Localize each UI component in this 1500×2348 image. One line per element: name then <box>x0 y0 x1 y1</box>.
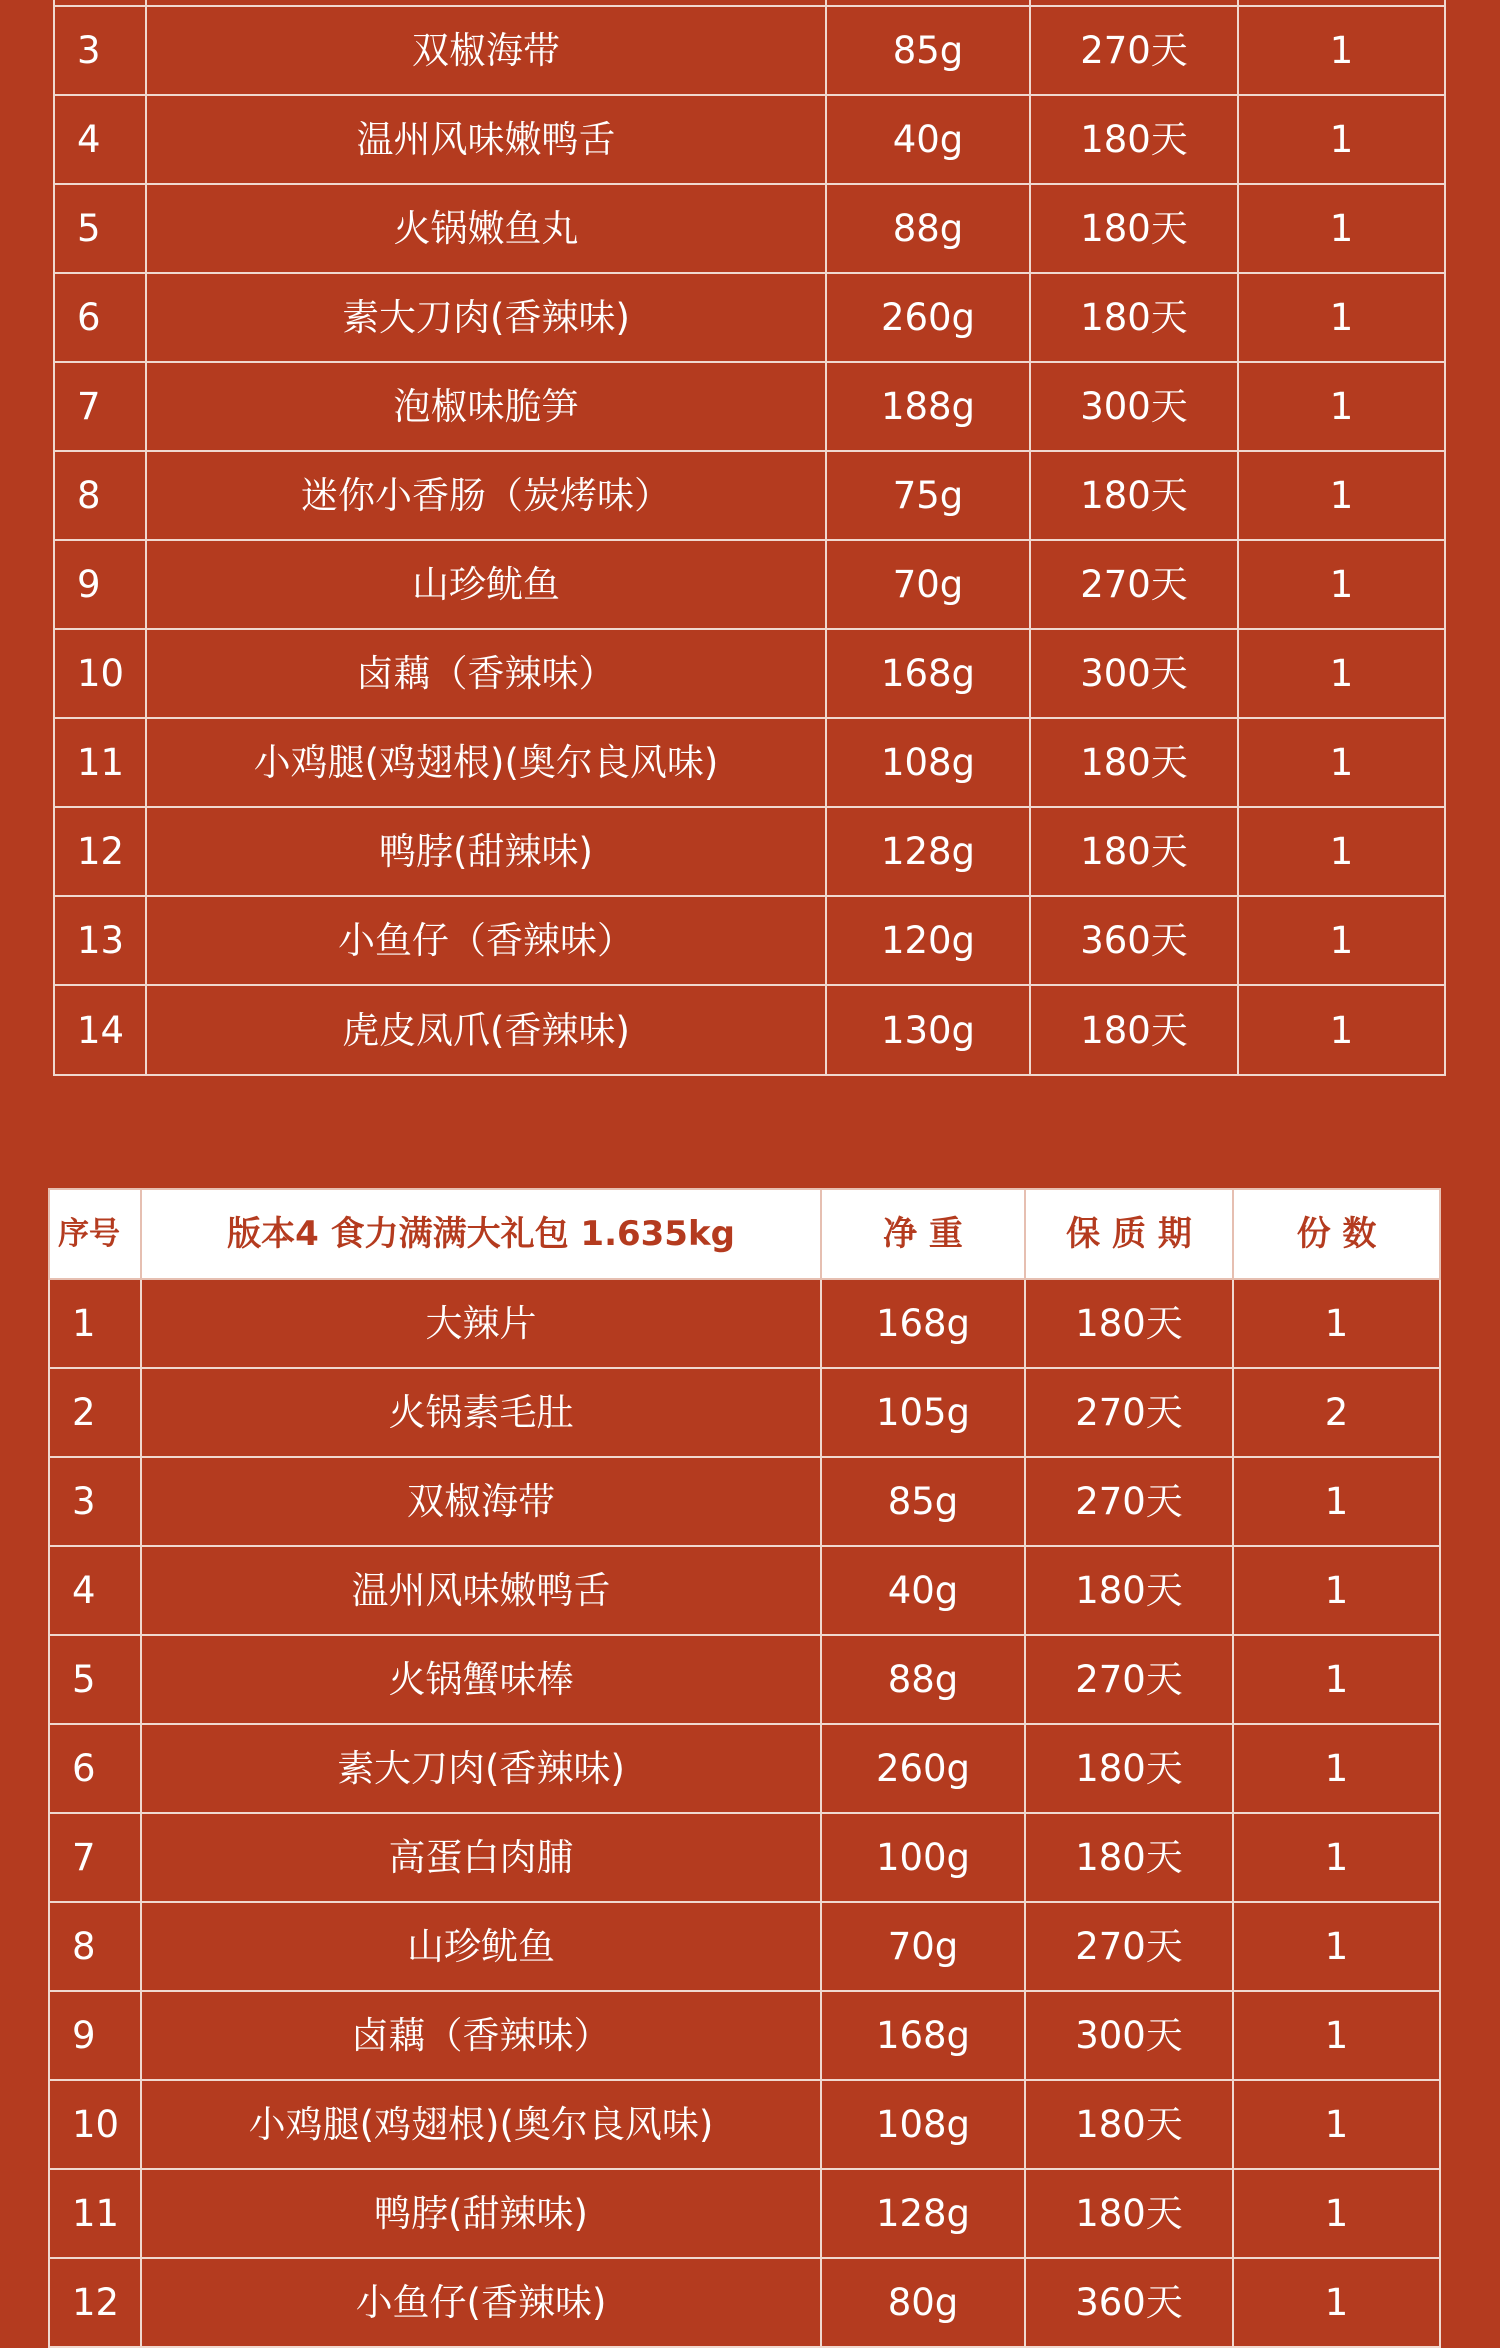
shelf-life: 180天 <box>1030 95 1238 184</box>
net-weight: 120g <box>826 896 1030 985</box>
row-index: 6 <box>54 273 146 362</box>
net-weight: 128g <box>826 807 1030 896</box>
row-index: 11 <box>54 718 146 807</box>
table-row <box>49 1457 1440 1546</box>
row-index: 4 <box>54 95 146 184</box>
net-weight: 88g <box>821 1635 1025 1724</box>
product-name: 迷你小香肠（炭烤味） <box>146 451 826 540</box>
quantity: 1 <box>1238 184 1445 273</box>
quantity: 1 <box>1233 2258 1440 2347</box>
shelf-life: 180天 <box>1030 184 1238 273</box>
quantity: 1 <box>1233 1813 1440 1902</box>
row-index: 5 <box>49 1635 141 1724</box>
product-name: 火锅素毛肚 <box>141 1368 821 1457</box>
row-index: 2 <box>49 1368 141 1457</box>
row-index: 8 <box>49 1902 141 1991</box>
table-row <box>54 451 1445 540</box>
bottom-table-body <box>49 1279 1440 2347</box>
product-name: 鸭脖(甜辣味) <box>141 2169 821 2258</box>
shelf-life: 180天 <box>1025 2080 1233 2169</box>
net-weight: 130g <box>826 985 1030 1075</box>
product-name: 卤藕（香辣味） <box>141 1991 821 2080</box>
net-weight: 128g <box>821 2169 1025 2258</box>
shelf-life: 180天 <box>1030 273 1238 362</box>
quantity: 1 <box>1233 2080 1440 2169</box>
row-index: 11 <box>49 2169 141 2258</box>
shelf-life: 180天 <box>1025 2169 1233 2258</box>
quantity: 1 <box>1238 985 1445 1075</box>
row-index: 14 <box>54 985 146 1075</box>
net-weight: 70g <box>826 540 1030 629</box>
shelf-life: 270天 <box>1025 1368 1233 1457</box>
top-table-body <box>54 0 1445 1075</box>
product-name: 小鸡腿(鸡翅根)(奥尔良风味) <box>141 2080 821 2169</box>
bottom-product-table <box>48 1188 1441 2348</box>
quantity: 1 <box>1238 718 1445 807</box>
shelf-life: 270天 <box>1030 540 1238 629</box>
row-index: 6 <box>49 1724 141 1813</box>
row-index: 12 <box>49 2258 141 2347</box>
shelf-life: 180天 <box>1030 985 1238 1075</box>
table-row <box>49 1368 1440 1457</box>
shelf-life: 270天 <box>1025 1457 1233 1546</box>
table-row <box>54 985 1445 1075</box>
product-name: 火锅蟹味棒 <box>141 1635 821 1724</box>
table-row <box>49 1279 1440 1368</box>
row-index: 7 <box>54 362 146 451</box>
table-row <box>54 540 1445 629</box>
table-row <box>49 2258 1440 2347</box>
row-index: 13 <box>54 896 146 985</box>
row-index: 4 <box>49 1546 141 1635</box>
quantity: 2 <box>1233 1368 1440 1457</box>
product-name: 小鱼仔(香辣味) <box>141 2258 821 2347</box>
shelf-life: 360天 <box>1025 2258 1233 2347</box>
table-row <box>54 95 1445 184</box>
net-weight: 80g <box>821 2258 1025 2347</box>
product-name: 小鸡腿(鸡翅根)(奥尔良风味) <box>146 718 826 807</box>
row-index: 12 <box>54 807 146 896</box>
table-row <box>49 1991 1440 2080</box>
row-index: 7 <box>49 1813 141 1902</box>
row-index: 1 <box>49 1279 141 1368</box>
row-index: 8 <box>54 451 146 540</box>
table-row <box>49 2080 1440 2169</box>
net-weight: 88g <box>826 184 1030 273</box>
net-weight: 100g <box>821 1813 1025 1902</box>
table-row <box>54 184 1445 273</box>
shelf-life: 180天 <box>1030 807 1238 896</box>
row-index: 3 <box>54 6 146 95</box>
table-row <box>49 1902 1440 1991</box>
header-index: 序号 <box>49 1189 141 1279</box>
row-index: 9 <box>49 1991 141 2080</box>
header-quantity: 份 数 <box>1233 1189 1440 1279</box>
net-weight: 168g <box>826 629 1030 718</box>
shelf-life: 180天 <box>1025 1546 1233 1635</box>
table-row <box>54 273 1445 362</box>
net-weight: 108g <box>821 2080 1025 2169</box>
product-name: 大辣片 <box>141 1279 821 1368</box>
net-weight: 40g <box>821 1546 1025 1635</box>
product-name: 卤藕（香辣味） <box>146 629 826 718</box>
table-row <box>49 1724 1440 1813</box>
quantity: 1 <box>1233 1457 1440 1546</box>
net-weight: 260g <box>821 1724 1025 1813</box>
shelf-life: 300天 <box>1030 362 1238 451</box>
table-row <box>49 1546 1440 1635</box>
row-index: 9 <box>54 540 146 629</box>
shelf-life: 180天 <box>1025 1279 1233 1368</box>
net-weight: 188g <box>826 362 1030 451</box>
table-row <box>54 807 1445 896</box>
quantity: 1 <box>1238 362 1445 451</box>
quantity: 1 <box>1238 273 1445 362</box>
header-weight: 净 重 <box>821 1189 1025 1279</box>
product-name: 温州风味嫩鸭舌 <box>146 95 826 184</box>
shelf-life: 180天 <box>1030 718 1238 807</box>
net-weight: 85g <box>821 1457 1025 1546</box>
net-weight: 260g <box>826 273 1030 362</box>
shelf-life: 300天 <box>1030 629 1238 718</box>
product-name: 火锅嫩鱼丸 <box>146 184 826 273</box>
net-weight: 40g <box>826 95 1030 184</box>
table-row <box>54 6 1445 95</box>
shelf-life: 270天 <box>1025 1635 1233 1724</box>
quantity: 1 <box>1238 6 1445 95</box>
quantity: 1 <box>1233 2169 1440 2258</box>
product-name: 虎皮凤爪(香辣味) <box>146 985 826 1075</box>
header-title: 版本4 食力满满大礼包 1.635kg <box>141 1189 821 1279</box>
quantity: 1 <box>1233 1279 1440 1368</box>
product-name: 山珍鱿鱼 <box>141 1902 821 1991</box>
table-row <box>49 1635 1440 1724</box>
header-shelf-life: 保 质 期 <box>1025 1189 1233 1279</box>
row-index: 10 <box>49 2080 141 2169</box>
shelf-life: 300天 <box>1025 1991 1233 2080</box>
quantity: 1 <box>1238 451 1445 540</box>
product-name: 素大刀肉(香辣味) <box>141 1724 821 1813</box>
quantity: 1 <box>1233 1902 1440 1991</box>
net-weight: 70g <box>821 1902 1025 1991</box>
product-name: 高蛋白肉脯 <box>141 1813 821 1902</box>
shelf-life: 180天 <box>1025 1724 1233 1813</box>
quantity: 1 <box>1233 1991 1440 2080</box>
shelf-life: 180天 <box>1030 451 1238 540</box>
product-name: 双椒海带 <box>141 1457 821 1546</box>
top-product-table <box>53 0 1446 1076</box>
product-name: 泡椒味脆笋 <box>146 362 826 451</box>
net-weight: 105g <box>821 1368 1025 1457</box>
net-weight: 75g <box>826 451 1030 540</box>
quantity: 1 <box>1233 1635 1440 1724</box>
product-name: 温州风味嫩鸭舌 <box>141 1546 821 1635</box>
row-index: 3 <box>49 1457 141 1546</box>
net-weight: 168g <box>821 1991 1025 2080</box>
shelf-life: 270天 <box>1030 6 1238 95</box>
net-weight: 85g <box>826 6 1030 95</box>
quantity: 1 <box>1233 1546 1440 1635</box>
quantity: 1 <box>1238 896 1445 985</box>
quantity: 1 <box>1238 807 1445 896</box>
table-row <box>49 1813 1440 1902</box>
table-row <box>54 718 1445 807</box>
quantity: 1 <box>1238 540 1445 629</box>
table-row <box>49 2169 1440 2258</box>
shelf-life: 180天 <box>1025 1813 1233 1902</box>
product-name: 山珍鱿鱼 <box>146 540 826 629</box>
quantity: 1 <box>1233 1724 1440 1813</box>
table-row <box>54 629 1445 718</box>
net-weight: 108g <box>826 718 1030 807</box>
table-row <box>54 362 1445 451</box>
table-row <box>54 896 1445 985</box>
product-name: 素大刀肉(香辣味) <box>146 273 826 362</box>
shelf-life: 270天 <box>1025 1902 1233 1991</box>
product-name: 鸭脖(甜辣味) <box>146 807 826 896</box>
table-header-row <box>49 1189 1440 1279</box>
product-name: 双椒海带 <box>146 6 826 95</box>
quantity: 1 <box>1238 95 1445 184</box>
product-name: 小鱼仔（香辣味） <box>146 896 826 985</box>
net-weight: 168g <box>821 1279 1025 1368</box>
shelf-life: 360天 <box>1030 896 1238 985</box>
quantity: 1 <box>1238 629 1445 718</box>
row-index: 5 <box>54 184 146 273</box>
row-index: 10 <box>54 629 146 718</box>
